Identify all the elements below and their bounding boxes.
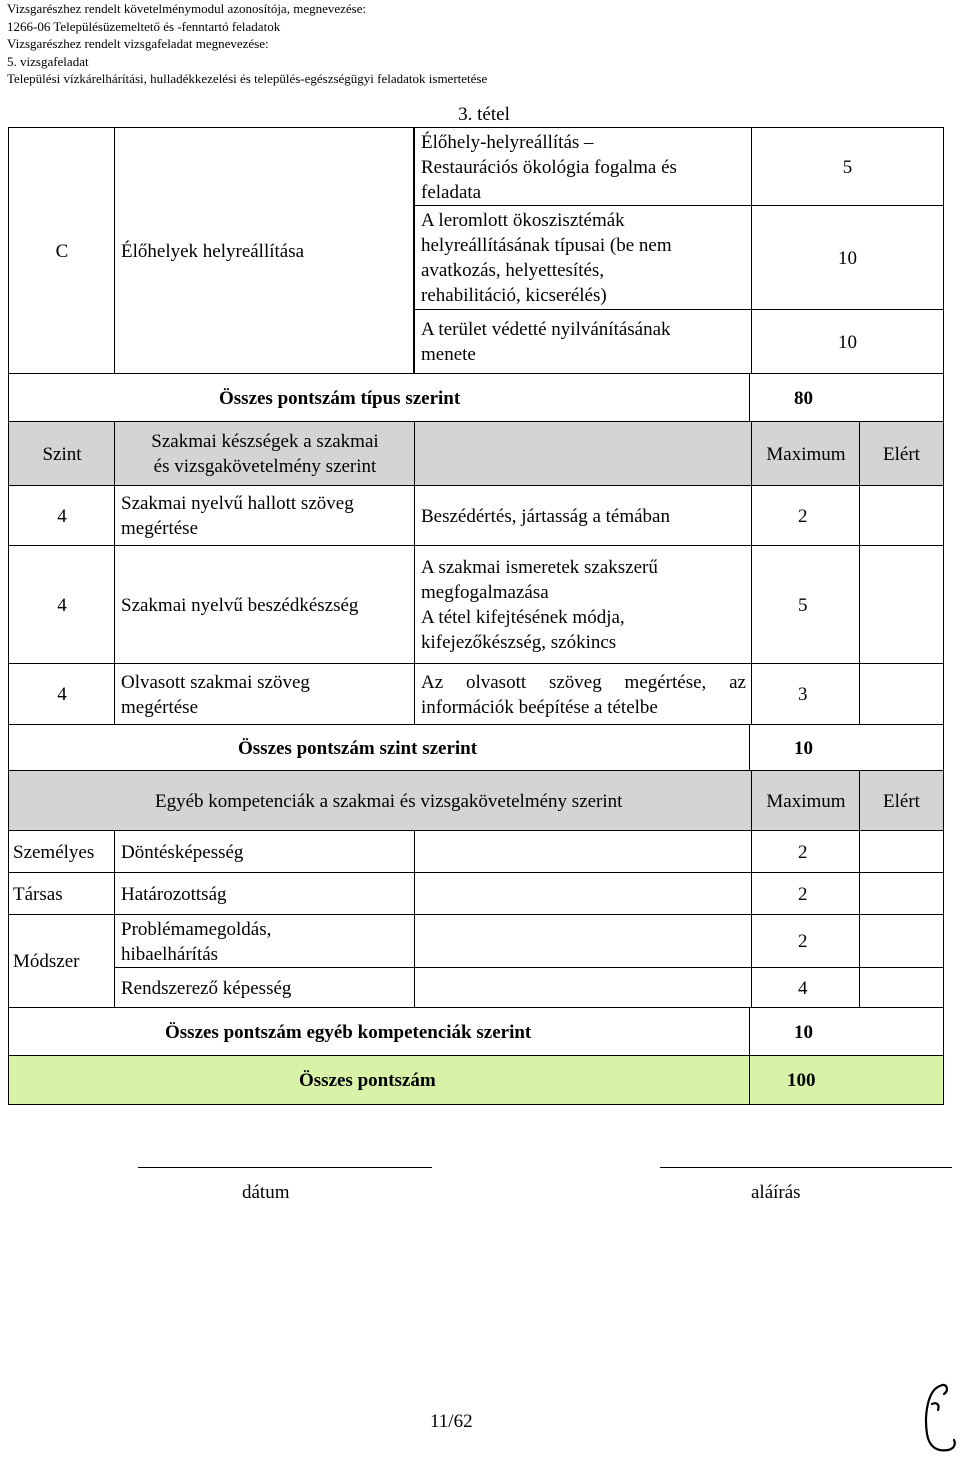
document-header <box>7 0 487 88</box>
category-personal: Személyes <box>8 830 116 874</box>
tetel-title: 3. tétel <box>458 103 510 125</box>
skill-max-2: 5 <box>751 545 861 665</box>
date-line <box>138 1167 432 1168</box>
skills-header-level: Szint <box>8 421 116 487</box>
total-type-label: Összes pontszám típus szerint <box>8 373 751 423</box>
category-method: Módszer <box>8 914 116 1009</box>
competence-problem-solving: Problémamegoldás, hibaelhárítás <box>114 914 416 969</box>
page-number: 11/62 <box>430 1411 473 1432</box>
competence-determination-spacer <box>414 872 753 916</box>
topic-cell-1: Élőhely-helyreállítás – Restaurációs ökológia fogalma és feladata <box>414 127 753 207</box>
other-header-title: Egyéb kompetenciák a szakmai és vizsgakövetelmény szerint <box>8 770 753 832</box>
header-task-name: Települési vízkárelhárítási, hulladékkezelési és település-egészségügyi feladatok ismertetése <box>7 71 488 86</box>
skill-criteria-2: A szakmai ismeretek szakszerű megfogalmazása A tétel kifejtésének módja, kifejezőkészség, szókincs <box>414 545 753 665</box>
other-header-max: Maximum <box>751 770 861 832</box>
competence-problem-solving-max: 2 <box>751 914 861 969</box>
skill-achieved-1[interactable] <box>859 485 944 547</box>
total-skills-value: 10 <box>749 724 944 772</box>
header-module-name: 1266-06 Településüzemeltető és -fenntartó feladatok <box>7 18 281 34</box>
topic-cell-3: A terület védetté nyilvánításának menete <box>414 309 753 375</box>
header-task-number: 5. vizsgafeladat <box>7 53 89 69</box>
skill-name-1: Szakmai nyelvű hallott szöveg megértése <box>114 485 416 547</box>
competence-systematizing: Rendszerező képesség <box>114 967 416 1009</box>
skill-level-1: 4 <box>8 485 116 547</box>
skills-header-criteria <box>414 421 753 487</box>
competence-determination: Határozottság <box>114 872 416 916</box>
skill-criteria-3: Az olvasott szöveg megértése, az információk beépítése a tételbe <box>414 663 753 726</box>
skills-header-achieved: Elért <box>859 421 944 487</box>
skill-achieved-3[interactable] <box>859 663 944 726</box>
competence-systematizing-spacer <box>414 967 753 1009</box>
total-other-value: 10 <box>749 1007 944 1057</box>
topic-points-1: 5 <box>751 127 944 207</box>
competence-determination-achieved[interactable] <box>859 872 944 916</box>
competence-decision-spacer <box>414 830 753 874</box>
total-skills-label: Összes pontszám szint szerint <box>8 724 751 772</box>
skills-header-skill: Szakmai készségek a szakmai és vizsgakövetelmény szerint <box>114 421 416 487</box>
skill-max-3: 3 <box>751 663 861 726</box>
category-social: Társas <box>8 872 116 916</box>
topic-cell-2: A leromlott ökoszisztémák helyreállításának típusai (be nem avatkozás, helyettesítés, rehabilitáció, kicserélés) <box>414 205 753 311</box>
competence-decision-achieved[interactable] <box>859 830 944 874</box>
skill-achieved-2[interactable] <box>859 545 944 665</box>
date-label: dátum <box>242 1182 290 1203</box>
grand-total-value: 100 <box>749 1055 944 1105</box>
topic-points-2: 10 <box>751 205 944 311</box>
header-module-label: Vizsgarészhez rendelt követelménymodul azonosítója, megnevezése: <box>7 1 367 16</box>
competence-decision-max: 2 <box>751 830 861 874</box>
competence-problem-solving-spacer <box>414 914 753 969</box>
topic-points-3: 10 <box>751 309 944 375</box>
total-other-label: Összes pontszám egyéb kompetenciák szerint <box>8 1007 751 1057</box>
skill-name-2: Szakmai nyelvű beszédkészség <box>114 545 416 665</box>
signature-label: aláírás <box>751 1182 801 1203</box>
skill-level-3: 4 <box>8 663 116 726</box>
header-task-label: Vizsgarészhez rendelt vizsgafeladat megnevezése: <box>7 36 269 51</box>
total-type-value: 80 <box>749 373 944 423</box>
skill-criteria-1: Beszédértés, jártasság a témában <box>414 485 753 547</box>
skill-name-3: Olvasott szakmai szöveg megértése <box>114 663 416 726</box>
handwritten-signature-mark <box>918 1380 958 1455</box>
competence-systematizing-max: 4 <box>751 967 861 1009</box>
skill-max-1: 2 <box>751 485 861 547</box>
grand-total-label: Összes pontszám <box>8 1055 751 1105</box>
section-name: Élőhelyek helyreállítása <box>114 127 414 375</box>
competence-determination-max: 2 <box>751 872 861 916</box>
section-letter: C <box>8 127 116 375</box>
competence-problem-solving-achieved[interactable] <box>859 914 944 969</box>
signature-line <box>660 1167 952 1168</box>
skill-level-2: 4 <box>8 545 116 665</box>
other-header-achieved: Elért <box>859 770 944 832</box>
skills-header-max: Maximum <box>751 421 861 487</box>
competence-decision: Döntésképesség <box>114 830 416 874</box>
competence-systematizing-achieved[interactable] <box>859 967 944 1009</box>
